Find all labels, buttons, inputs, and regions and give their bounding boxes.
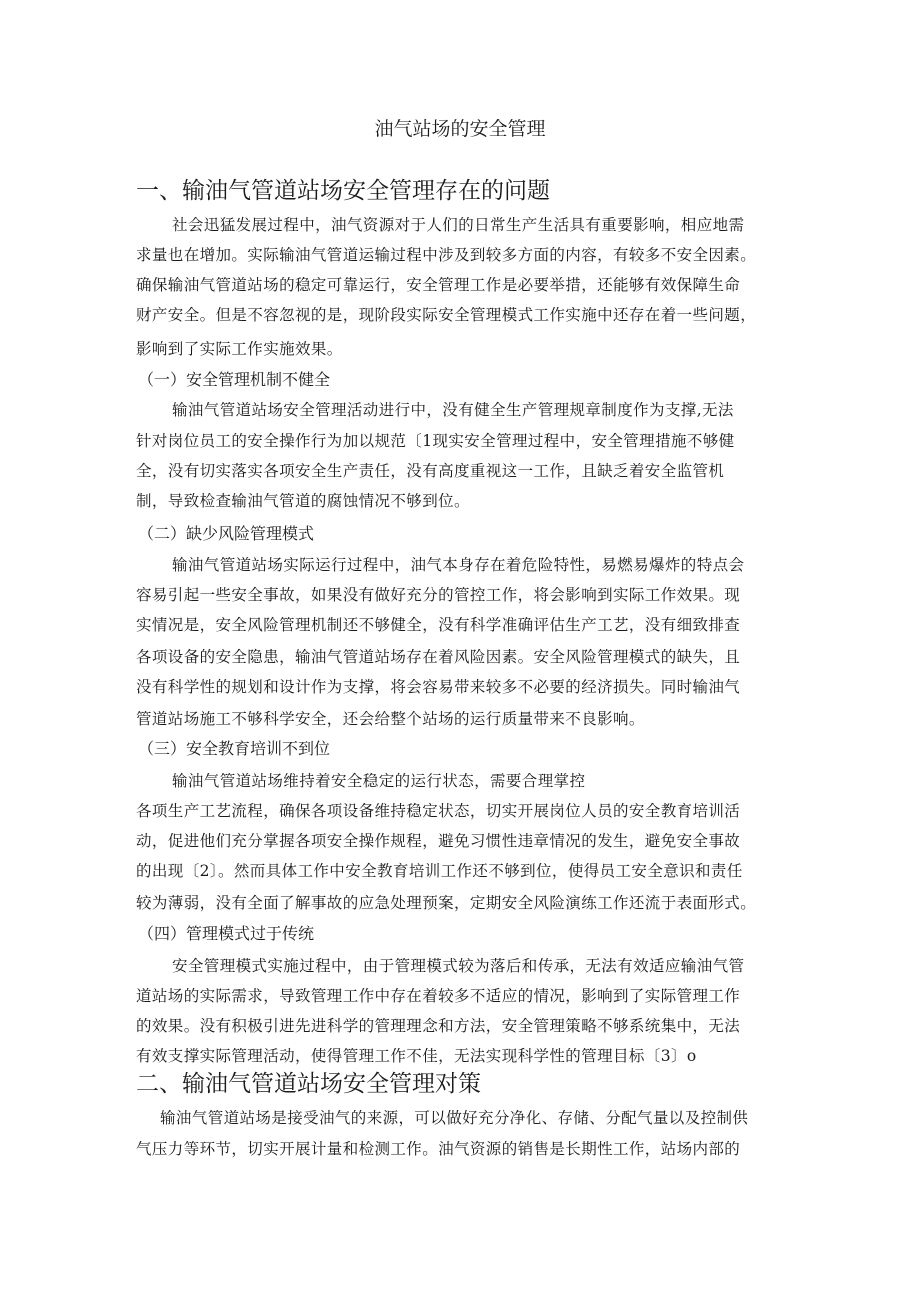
subsection-heading: （三）安全教育培训不到位 (138, 739, 331, 758)
paragraph-line: 确保输油气管道站场的稳定可靠运行，安全管理工作是必要举措，还能够有效保障生命 (136, 276, 741, 294)
paragraph-line: 输油气管道站场是接受油气的来源，可以做好充分净化、存储、分配气量以及控制供 (160, 1109, 749, 1127)
subsection-heading: （二）缺少风险管理模式 (138, 524, 315, 543)
paragraph-line: 有效支撑实际管理活动，使得管理工作不佳，无法实现科学性的管理目标〔3〕o (136, 1047, 697, 1065)
paragraph-line: 求量也在增加。实际输油气管道运输过程中涉及到较多方面的内容，有较多不安全因素。 (136, 246, 757, 264)
paragraph-line: 全，没有切实落实各项安全生产责任，没有高度重视这一工作，且缺乏着安全监管机 (136, 462, 725, 480)
paragraph-line: 较为薄弱，没有全面了解事故的应急处理预案，定期安全风险演练工作还流于表面形式。 (136, 894, 757, 912)
paragraph-line: 各项生产工艺流程，确保各项设备维持稳定状态，切实开展岗位人员的安全教育培训活 (136, 802, 741, 820)
paragraph-line: 的效果。没有积极引进先进科学的管理理念和方法，安全管理策略不够系统集中，无法 (136, 1017, 741, 1035)
subsection-heading: （一）安全管理机制不健全 (138, 370, 331, 389)
paragraph-line: 输油气管道站场实际运行过程中，油气本身存在着危险特性，易燃易爆炸的特点会 (172, 556, 745, 574)
paragraph-line: 社会迅猛发展过程中，油气资源对于人们的日常生产生活具有重要影响，相应地需 (172, 216, 745, 234)
paragraph-line: 各项设备的安全隐患，输油气管道站场存在着风险因素。安全风险管理模式的缺失，且 (136, 648, 741, 666)
section-heading: 二、输油气管道站场安全管理对策 (136, 1071, 481, 1097)
paragraph-line: 道站场的实际需求，导致管理工作中存在着较多不适应的情况，影响到了实际管理工作 (136, 987, 741, 1005)
paragraph-line: 实情况是，安全风险管理机制还不够健全，没有科学准确评估生产工艺，没有细致排查 (136, 616, 741, 634)
paragraph-line: 输油气管道站场维持着安全稳定的运行状态，需要合理掌控 (172, 772, 586, 790)
document-title: 油气站场的安全管理 (374, 118, 546, 140)
paragraph-line: 针对岗位员工的安全操作行为加以规范〔1现实安全管理过程中，安全管理措施不够健 (136, 432, 735, 450)
paragraph-line: 财产安全。但是不容忽视的是，现阶段实际安全管理模式工作实施中还存在着一些问题， (136, 306, 757, 324)
section-heading: 一、输油气管道站场安全管理存在的问题 (136, 178, 550, 204)
paragraph-line: 输油气管道站场安全管理活动进行中，没有健全生产管理规章制度作为支撑,无法 (172, 401, 734, 419)
paragraph-line: 影响到了实际工作实施效果。 (136, 340, 343, 358)
paragraph-line: 容易引起一些安全事故，如果没有做好充分的管控工作，将会影响到实际工作效果。现 (136, 586, 741, 604)
paragraph-line: 制，导致检查输油气管道的腐蚀情况不够到位。 (136, 492, 470, 510)
paragraph-line: 动，促进他们充分掌握各项安全操作规程，避免习惯性违章情况的发生，避免安全事故 (136, 832, 741, 850)
paragraph-line: 气压力等环节，切实开展计量和检测工作。油气资源的销售是长期性工作，站场内部的 (136, 1140, 741, 1158)
paragraph-line: 没有科学性的规划和设计作为支撑，将会容易带来较多不必要的经济损失。同时输油气 (136, 678, 741, 696)
paragraph-line: 的出现〔2〕。然而具体工作中安全教育培训工作还不够到位，使得员工安全意识和责任 (136, 862, 743, 880)
paragraph-line: 安全管理模式实施过程中，由于管理模式较为落后和传承，无法有效适应输油气管 (172, 957, 745, 975)
subsection-heading: （四）管理模式过于传统 (138, 924, 315, 943)
paragraph-line: 管道站场施工不够科学安全，还会给整个站场的运行质量带来不良影响。 (136, 710, 645, 728)
